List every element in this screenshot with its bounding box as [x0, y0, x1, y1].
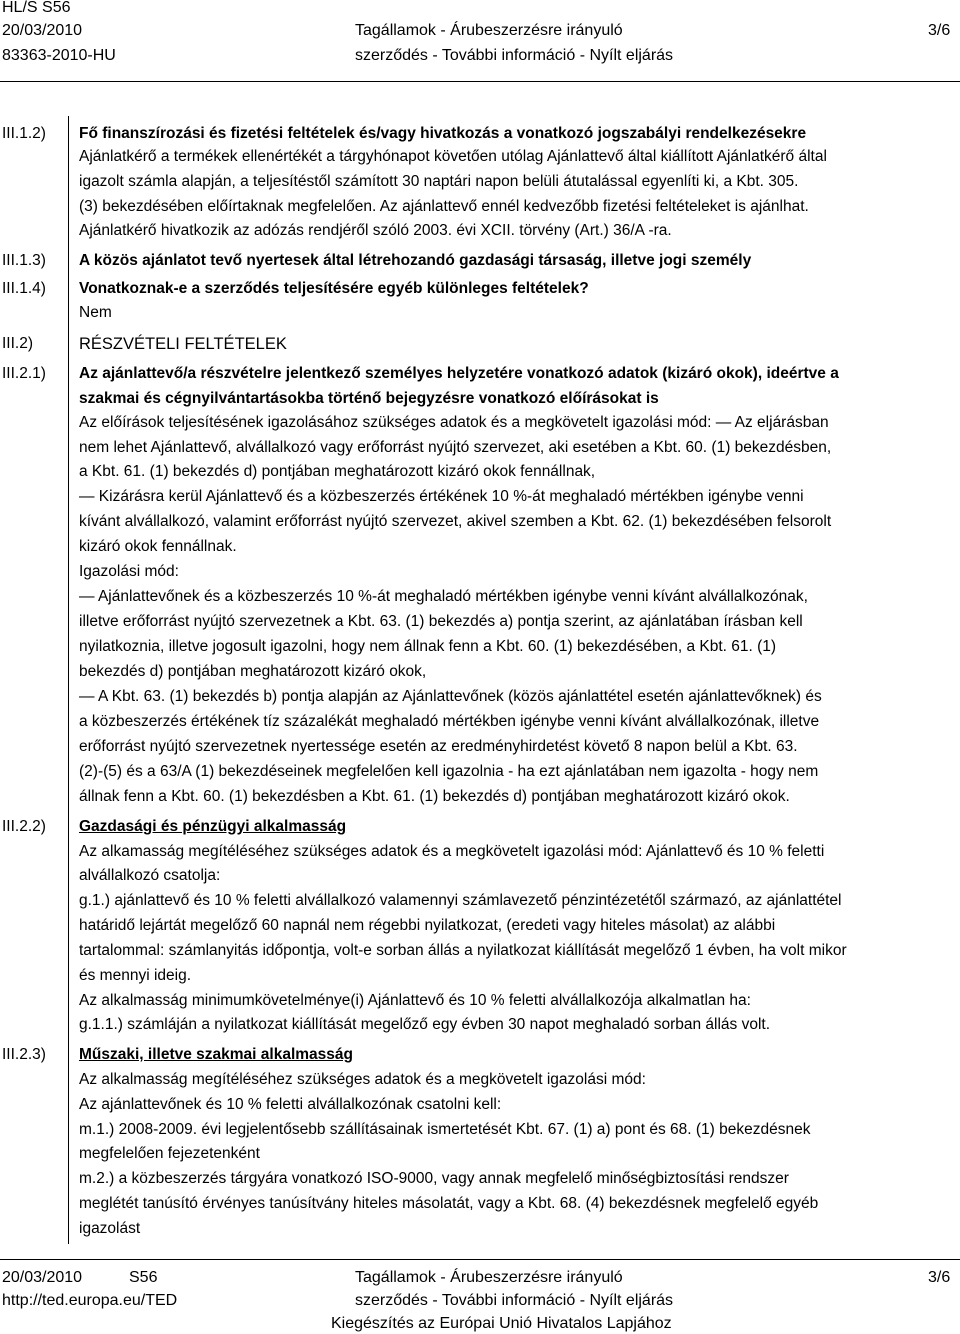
- text-line: — A Kbt. 63. (1) bekezdés b) pontja alapján az Ajánlattevőnek (közös ajánlattétel esetén ajánlattevőknek) és: [79, 688, 822, 705]
- text-line: igazolást: [79, 1220, 141, 1237]
- header-title-line2: szerződés - További információ - Nyílt eljárás: [355, 47, 674, 64]
- footer-date: 20/03/2010: [2, 1269, 83, 1286]
- text-line: Az alkamasság megítéléséhez szükséges adatok és a megkövetelt igazolási mód: Ajánlattevő és 10 % feletti: [79, 843, 825, 860]
- text-line: és mennyi ideig.: [79, 967, 192, 984]
- text-line: m.2.) a közbeszerzés tárgyára vonatkozó ISO-9000, vagy annak megfelelő minőségbiztosítási rendszer: [79, 1170, 789, 1187]
- heading-participation: RÉSZVÉTELI FELTÉTELEK: [79, 335, 287, 353]
- footer-url-link[interactable]: http://ted.europa.eu/TED: [2, 1292, 178, 1309]
- section-label: III.2): [2, 335, 34, 352]
- text-line: Az alkalmasság megítéléséhez szükséges adatok és a megkövetelt igazolási mód:: [79, 1071, 646, 1088]
- text-line: állnak fenn a Kbt. 60. (1) bekezdésben a Kbt. 61. (1) bekezdés d) pontjában meghatározott kizáró okok.: [79, 788, 790, 805]
- footer-title-line1: Tagállamok - Árubeszerzésre irányuló: [355, 1269, 623, 1286]
- footer-page-number: 3/6: [928, 1269, 951, 1286]
- text-line: illetve erőforrást nyújtó szervezetnek a Kbt. 63. (1) bekezdés a) pontja szerint, az ajánlatában írásban kell: [79, 613, 803, 630]
- text-line: erőforrást nyújtó szervezetnek nyertessége esetén az eredményhirdetést követő 8 napon belül a Kbt. 63.: [79, 738, 798, 755]
- heading-joint-bidders: A közös ajánlatot tevő nyertesek által létrehozandó gazdasági társaság, illetve jogi személy: [79, 252, 752, 269]
- section-label: III.2.2): [2, 818, 46, 835]
- heading-special-conditions: Vonatkoznak-e a szerződés teljesítésére egyéb különleges feltételek?: [79, 280, 589, 297]
- text-line: tartalommal: számlanyitás időpontja, volt-e sorban állás a nyilatkozat kiállítását megelőző 1 évben, ha volt mikor: [79, 942, 847, 959]
- text-line: kizáró okok fennállnak.: [79, 538, 237, 555]
- header-date: 20/03/2010: [2, 22, 83, 39]
- text-line: — Kizárásra kerül Ajánlattevő és a közbeszerzés értékének 10 %-át meghaladó mértékben igénybe venni: [79, 488, 804, 505]
- notice-number: 83363-2010-HU: [2, 47, 116, 64]
- text-line: Az ajánlattevőnek és 10 % feletti alvállalkozónak csatolni kell:: [79, 1096, 502, 1113]
- text-line: g.1.1.) számláján a nyilatkozat kiállítását megelőző egy évben 30 napot meghaladó sorban állás volt.: [79, 1016, 771, 1033]
- text-line: g.1.) ajánlattevő és 10 % feletti alvállalkozó valamennyi számlavezető pénzintézetétől származó, az ajánlattétel: [79, 892, 842, 909]
- heading-financing: Fő finanszírozási és fizetési feltételek és/vagy hivatkozás a vonatkozó jogszabályi rendelkezésekre: [79, 125, 807, 142]
- header-title-line1: Tagállamok - Árubeszerzésre irányuló: [355, 22, 623, 39]
- text-line: Nem: [79, 304, 112, 321]
- text-line: — Ajánlattevőnek és a közbeszerzés 10 %-át meghaladó mértékben igénybe venni kívánt alvállalkozónak,: [79, 588, 808, 605]
- text-line: (2)-(5) és a 63/A (1) bekezdéseinek megfelelően kell igazolnia - ha ezt ajánlatában nem igazolta - hogy nem: [79, 763, 819, 780]
- heading-technical-capacity: Műszaki, illetve szakmai alkalmasság: [79, 1046, 353, 1063]
- text-line: kívánt alvállalkozó, valamint erőforrást nyújtó szervezet, akivel szemben a Kbt. 62. (1) bekezdésében felsorolt: [79, 513, 832, 530]
- section-label: III.2.1): [2, 365, 46, 382]
- journal-id: HL/S S56: [2, 0, 71, 16]
- text-line: határidő lejártát megelőző 60 napnál nem régebbi nyilatkozat, (eredeti vagy hiteles másolat) az alábbi: [79, 917, 776, 934]
- section-label: III.1.2): [2, 125, 46, 142]
- section-label: III.1.4): [2, 280, 46, 297]
- text-line: nem lehet Ajánlattevő, alvállalkozó vagy erőforrást nyújtó szervezet, aki esetében a Kbt. 60. (1) bekezdésben,: [79, 439, 832, 456]
- heading-personal-situation: Az ajánlattevő/a részvételre jelentkező személyes helyzetére vonatkozó adatok (kizáró okok), ideértve a: [79, 365, 839, 382]
- text-line: Igazolási mód:: [79, 563, 179, 580]
- footer-series: S56: [129, 1269, 158, 1286]
- text-line: igazolt számla alapján, a teljesítéstől számított 30 naptári napon belüli átutalással egyenlíti ki, a Kbt. 305.: [79, 173, 799, 190]
- text-line: m.1.) 2008-2009. évi legjelentősebb szállításainak ismertetését Kbt. 67. (1) a) pont és 68. (1) bekezdésnek: [79, 1121, 811, 1138]
- heading-economic-capacity: Gazdasági és pénzügyi alkalmasság: [79, 818, 347, 835]
- header-rule: [0, 81, 960, 82]
- footer-supplement: Kiegészítés az Európai Unió Hivatalos Lapjához: [331, 1315, 672, 1332]
- text-line: alvállalkozó csatolja:: [79, 867, 221, 884]
- footer-title-line2: szerződés - További információ - Nyílt eljárás: [355, 1292, 674, 1309]
- column-divider: [68, 116, 69, 1244]
- footer-rule: [0, 1259, 960, 1260]
- text-line: Az előírások teljesítésének igazolásához szükséges adatok és a megkövetelt igazolási mód: — Az eljárásban: [79, 414, 829, 431]
- section-label: III.1.3): [2, 252, 46, 269]
- text-line: Ajánlatkérő hivatkozik az adózás rendjéről szóló 2003. évi XCII. törvény (Art.) 36/A -ra.: [79, 222, 672, 239]
- text-line: a Kbt. 61. (1) bekezdés d) pontjában meghatározott kizáró okok fennállnak,: [79, 463, 596, 480]
- text-line: Az alkalmasság minimumkövetelménye(i) Ajánlattevő és 10 % feletti alvállalkozója alkalmatlan ha:: [79, 992, 751, 1009]
- heading-personal-situation-cont: szakmai és cégnyilvántartásokba történő bejegyzésre vonatkozó előírásokat is: [79, 390, 659, 407]
- text-line: Ajánlatkérő a termékek ellenértékét a tárgyhónapot követően utólag Ajánlattevő által kiállított Ajánlatkérő által: [79, 148, 827, 165]
- text-line: bekezdés d) pontjában meghatározott kizáró okok,: [79, 663, 427, 680]
- text-line: nyilatkoznia, illetve jogosult igazolni, hogy nem állnak fenn a Kbt. 60. (1) bekezdésében, a Kbt. 61. (1): [79, 638, 777, 655]
- text-line: a közbeszerzés értékének tíz százalékát meghaladó mértékben igénybe venni kívánt alvállalkozónak, illetve: [79, 713, 820, 730]
- text-line: megfelelően fejezetenként: [79, 1145, 260, 1162]
- text-line: (3) bekezdésében előírtaknak megfelelően. Az ajánlattevő ennél kedvezőbb fizetési feltételeket is ajánlhat.: [79, 198, 809, 215]
- text-line: meglétét tanúsító érvényes tanúsítvány hiteles másolatát, vagy a Kbt. 68. (4) bekezdésnek megfelelő egyéb: [79, 1195, 819, 1212]
- header-page-number: 3/6: [928, 22, 951, 39]
- section-label: III.2.3): [2, 1046, 46, 1063]
